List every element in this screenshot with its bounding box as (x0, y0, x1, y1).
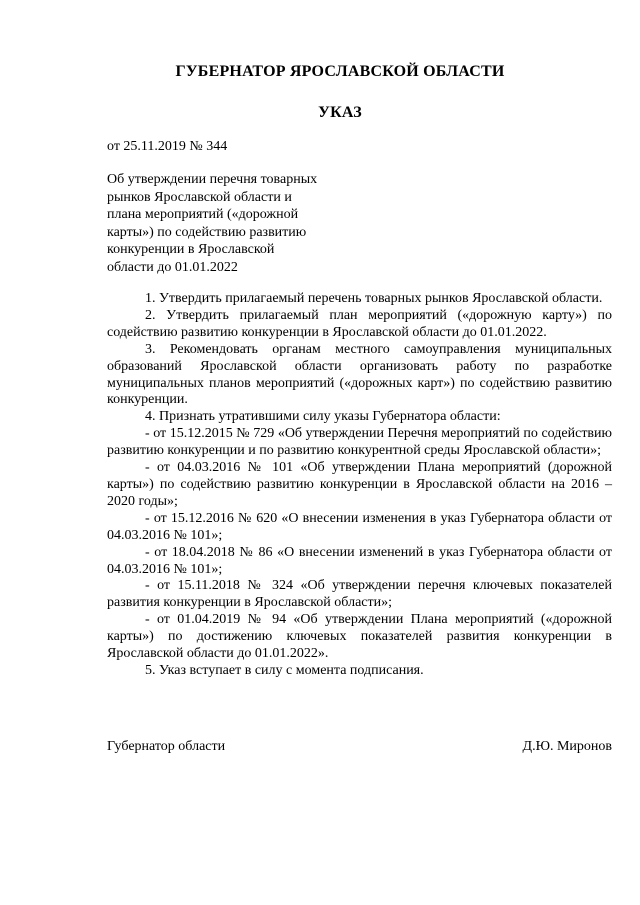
paragraph: 3. Рекомендовать органам местного самоуправления муниципальных образований Ярославской области организовать работу по разработке муниципальных планов мероприятий («дорожных карт») по содействию развитию конкуренции. (107, 341, 612, 408)
subject-line: области до 01.01.2022 (107, 259, 238, 275)
paragraph: - от 15.12.2015 № 729 «Об утверждении Перечня мероприятий по содействию развитию конкуренции и по развитию конкурентной среды Ярославской области»; (107, 426, 612, 459)
paragraph: 5. Указ вступает в силу с момента подписания. (145, 662, 424, 678)
document-type: УКАЗ (318, 104, 362, 121)
paragraph: 1. Утвердить прилагаемый перечень товарных рынков Ярославской области. (145, 291, 603, 306)
subject-line: карты») по содействию развитию (107, 224, 307, 240)
signatory-name: Д.Ю. Миронов (522, 739, 612, 754)
subject-line: рынков Ярославской области и (107, 189, 292, 205)
subject-line: Об утверждении перечня товарных (107, 172, 318, 187)
paragraph: 4. Признать утратившими силу указы Губернатора области: (145, 409, 501, 425)
document-date-number: от 25.11.2019 № 344 (107, 139, 228, 154)
paragraph: - от 18.04.2018 № 86 «О внесении изменений в указ Губернатора области от 04.03.2016 № 101»; (107, 544, 612, 577)
document-authority: ГУБЕРНАТОР ЯРОСЛАВСКОЙ ОБЛАСТИ (175, 63, 505, 80)
paragraph: - от 04.03.2016 № 101 «Об утверждении Плана мероприятий (дорожной карты») по содействию развитию конкуренции в Ярославской области на 2016 – 2020 годы»; (107, 460, 612, 509)
document-subject (107, 171, 347, 276)
signatory-role: Губернатор области (107, 739, 226, 754)
paragraph: - от 15.12.2016 № 620 «О внесении изменения в указ Губернатора области от 04.03.2016 № 101»; (107, 510, 612, 543)
paragraph: 2. Утвердить прилагаемый план мероприятий («дорожную карту») по содействию развитию конкуренции в Ярославской области до 01.01.2022. (107, 307, 612, 340)
paragraph: - от 01.04.2019 № 94 «Об утверждении Плана мероприятий («дорожной карты») по достижению ключевых показателей развития конкуренции в Ярославской области до 01.01.2022». (107, 612, 612, 662)
paragraph: - от 15.11.2018 № 324 «Об утверждении перечня ключевых показателей развития конкуренции в Ярославской области»; (107, 578, 612, 611)
subject-line: конкуренции в Ярославской (107, 242, 275, 257)
subject-line: плана мероприятий («дорожной (107, 207, 299, 222)
document-body (107, 291, 612, 680)
